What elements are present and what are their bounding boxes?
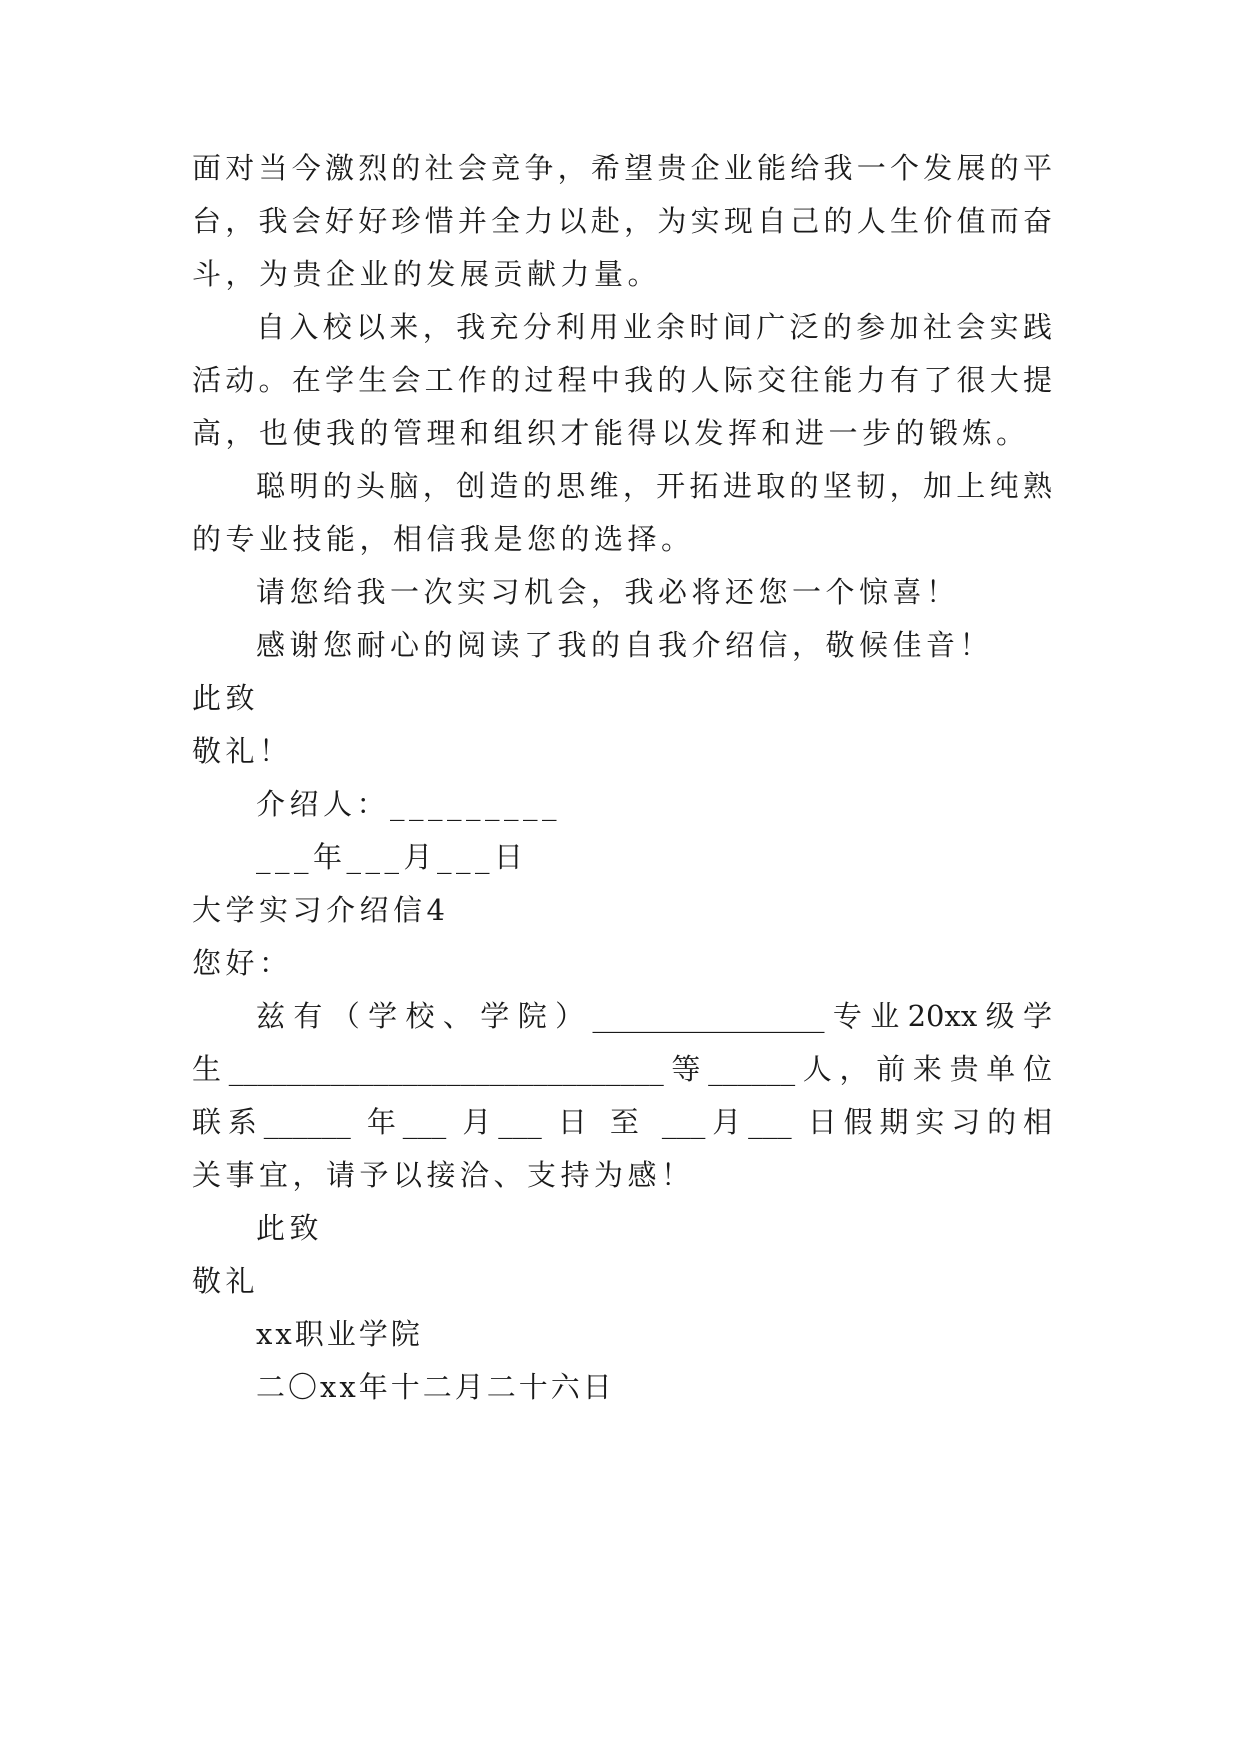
paragraph-line: 高，也使我的管理和组织才能得以发挥和进一步的锻炼。 bbox=[192, 416, 1030, 450]
paragraph-line: 台，我会好好珍惜并全力以赴，为实现自己的人生价值而奋 bbox=[192, 204, 1052, 238]
salutation-text: 敬礼 bbox=[192, 1264, 260, 1298]
paragraph-line: 关事宜，请予以接洽、支持为感！ bbox=[192, 1158, 695, 1192]
paragraph-line: 联系______ 年___ 月___ 日 至 ___月___ 日假期实习的相 bbox=[192, 1105, 1052, 1139]
salutation-text: 敬礼！ bbox=[192, 734, 293, 768]
paragraph-line: 生______________________________等______人，前来贵单位 bbox=[192, 1052, 1052, 1086]
paragraph-line: 请您给我一次实习机会，我必将还您一个惊喜！ bbox=[256, 575, 960, 609]
closing-text: 此致 bbox=[192, 681, 260, 715]
signature-date: 二〇xx年十二月二十六日 bbox=[256, 1370, 615, 1404]
paragraph-line: 的专业技能，相信我是您的选择。 bbox=[192, 522, 695, 556]
paragraph-line: 自入校以来，我充分利用业余时间广泛的参加社会实践 bbox=[256, 310, 1052, 344]
signature-organization: xx职业学院 bbox=[256, 1317, 423, 1351]
paragraph-line: 斗，为贵企业的发展贡献力量。 bbox=[192, 257, 662, 291]
closing-text: 此致 bbox=[256, 1211, 324, 1245]
date-blank-line: ___年___月___日 bbox=[256, 840, 528, 874]
greeting-text: 您好： bbox=[192, 946, 293, 980]
paragraph-line: 活动。在学生会工作的过程中我的人际交往能力有了很大提 bbox=[192, 363, 1052, 397]
paragraph-line: 感谢您耐心的阅读了我的自我介绍信，敬候佳音！ bbox=[256, 628, 994, 662]
section-title: 大学实习介绍信4 bbox=[192, 893, 450, 927]
introducer-line: 介绍人：_________ bbox=[256, 787, 562, 821]
paragraph-line: 面对当今激烈的社会竞争，希望贵企业能给我一个发展的平 bbox=[192, 151, 1052, 185]
paragraph-line: 聪明的头脑，创造的思维，开拓进取的坚韧，加上纯熟 bbox=[256, 469, 1052, 503]
paragraph-line: 兹有（学校、学院）________________专业20xx级学 bbox=[256, 999, 1052, 1033]
